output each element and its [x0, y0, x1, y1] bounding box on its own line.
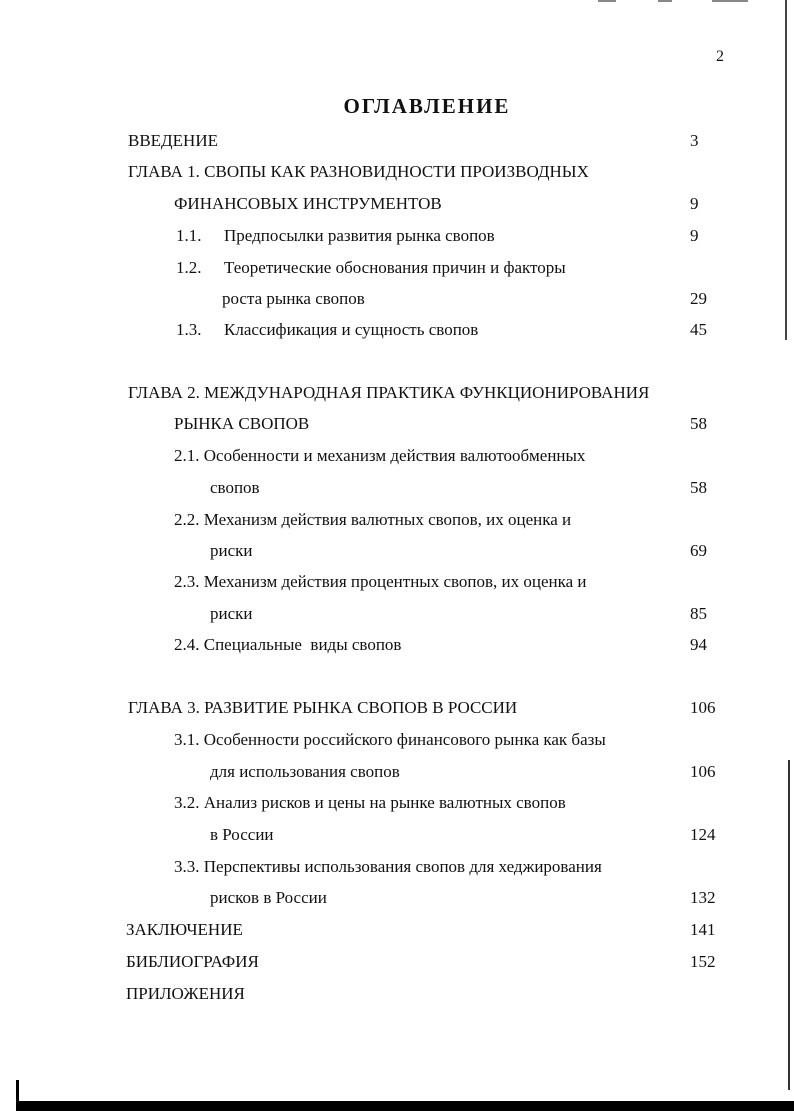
toc-ch3-s1-line1[interactable]: 3.1. Особенности российского финансового рынка как базы [174, 730, 606, 749]
scan-top-mark [712, 0, 748, 2]
toc-ch1-s2-line1[interactable]: Теоретические обоснования причин и факторы [224, 258, 566, 277]
toc-ch1-line1[interactable]: ГЛАВА 1. СВОПЫ КАК РАЗНОВИДНОСТИ ПРОИЗВОДНЫХ [128, 162, 589, 181]
toc-ch2-s2-line1[interactable]: 2.2. Механизм действия валютных свопов, их оценка и [174, 510, 572, 529]
page-title: ОГЛАВЛЕНИЕ [343, 94, 511, 118]
toc-ch1-line2[interactable]: ФИНАНСОВЫХ ИНСТРУМЕНТОВ [174, 194, 442, 213]
toc-ch2-s2-line2[interactable]: риски [210, 541, 253, 560]
toc-ch1-s1[interactable]: Предпосылки развития рынка свопов [224, 226, 495, 245]
toc-ch3-s2-page: 124 [690, 825, 716, 844]
toc-ch2-s1-line1[interactable]: 2.1. Особенности и механизм действия валютообменных [174, 446, 586, 465]
scan-bottom-bar [18, 1101, 794, 1111]
toc-ch1-s3[interactable]: Классификация и сущность свопов [224, 320, 479, 339]
toc-ch3-s1-page: 106 [690, 762, 716, 781]
toc-ch2-s1-page: 58 [690, 478, 707, 497]
toc-ch2-s4-page: 94 [690, 635, 707, 654]
toc-ch3-s2-line1[interactable]: 3.2. Анализ рисков и цены на рынке валютных свопов [174, 793, 566, 812]
toc-ch3-s3-line1[interactable]: 3.3. Перспективы использования свопов для хеджирования [174, 857, 602, 876]
scan-edge-right [788, 760, 790, 1090]
page-number: 2 [716, 48, 724, 65]
toc-ch1-s1-page: 9 [690, 226, 699, 245]
toc-bibliography-page: 152 [690, 952, 716, 971]
toc-ch1-s1-num: 1.1. [176, 226, 202, 245]
toc-ch2-s4[interactable]: 2.4. Специальные виды свопов [174, 635, 402, 654]
toc-ch3-line1[interactable]: ГЛАВА 3. РАЗВИТИЕ РЫНКА СВОПОВ В РОССИИ [128, 698, 518, 717]
toc-ch2-s3-page: 85 [690, 604, 707, 623]
toc-ch1-s2-line2[interactable]: роста рынка свопов [222, 289, 365, 308]
toc-ch2-s3-line1[interactable]: 2.3. Механизм действия процентных свопов, их оценка и [174, 572, 587, 591]
toc-ch1-s3-page: 45 [690, 320, 707, 339]
toc-ch1-s2-num: 1.2. [176, 258, 202, 277]
toc-ch2-line1[interactable]: ГЛАВА 2. МЕЖДУНАРОДНАЯ ПРАКТИКА ФУНКЦИОНИРОВАНИЯ [128, 383, 650, 402]
toc-bibliography[interactable]: БИБЛИОГРАФИЯ [126, 952, 259, 971]
toc-ch1-page: 9 [690, 194, 699, 213]
toc-ch1-s2-page: 29 [690, 289, 707, 308]
toc-ch3-page: 106 [690, 698, 716, 717]
scan-top-mark [658, 0, 672, 2]
scan-top-mark [598, 0, 616, 2]
toc-ch3-s3-line2[interactable]: рисков в России [210, 888, 327, 907]
scan-edge-right [785, 0, 787, 340]
toc-intro-page: 3 [690, 131, 699, 150]
toc-ch1-s3-num: 1.3. [176, 320, 202, 339]
toc-ch2-page: 58 [690, 414, 707, 433]
toc-ch2-line2[interactable]: РЫНКА СВОПОВ [174, 414, 310, 433]
toc-conclusion[interactable]: ЗАКЛЮЧЕНИЕ [126, 920, 243, 939]
toc-conclusion-page: 141 [690, 920, 716, 939]
toc-ch3-s1-line2[interactable]: для использования свопов [210, 762, 400, 781]
toc-ch3-s3-page: 132 [690, 888, 716, 907]
toc-intro[interactable]: ВВЕДЕНИЕ [128, 131, 218, 150]
toc-ch2-s3-line2[interactable]: риски [210, 604, 253, 623]
toc-ch2-s2-page: 69 [690, 541, 707, 560]
toc-appendix[interactable]: ПРИЛОЖЕНИЯ [126, 984, 245, 1003]
toc-ch2-s1-line2[interactable]: свопов [210, 478, 260, 497]
toc-ch3-s2-line2[interactable]: в России [210, 825, 274, 844]
